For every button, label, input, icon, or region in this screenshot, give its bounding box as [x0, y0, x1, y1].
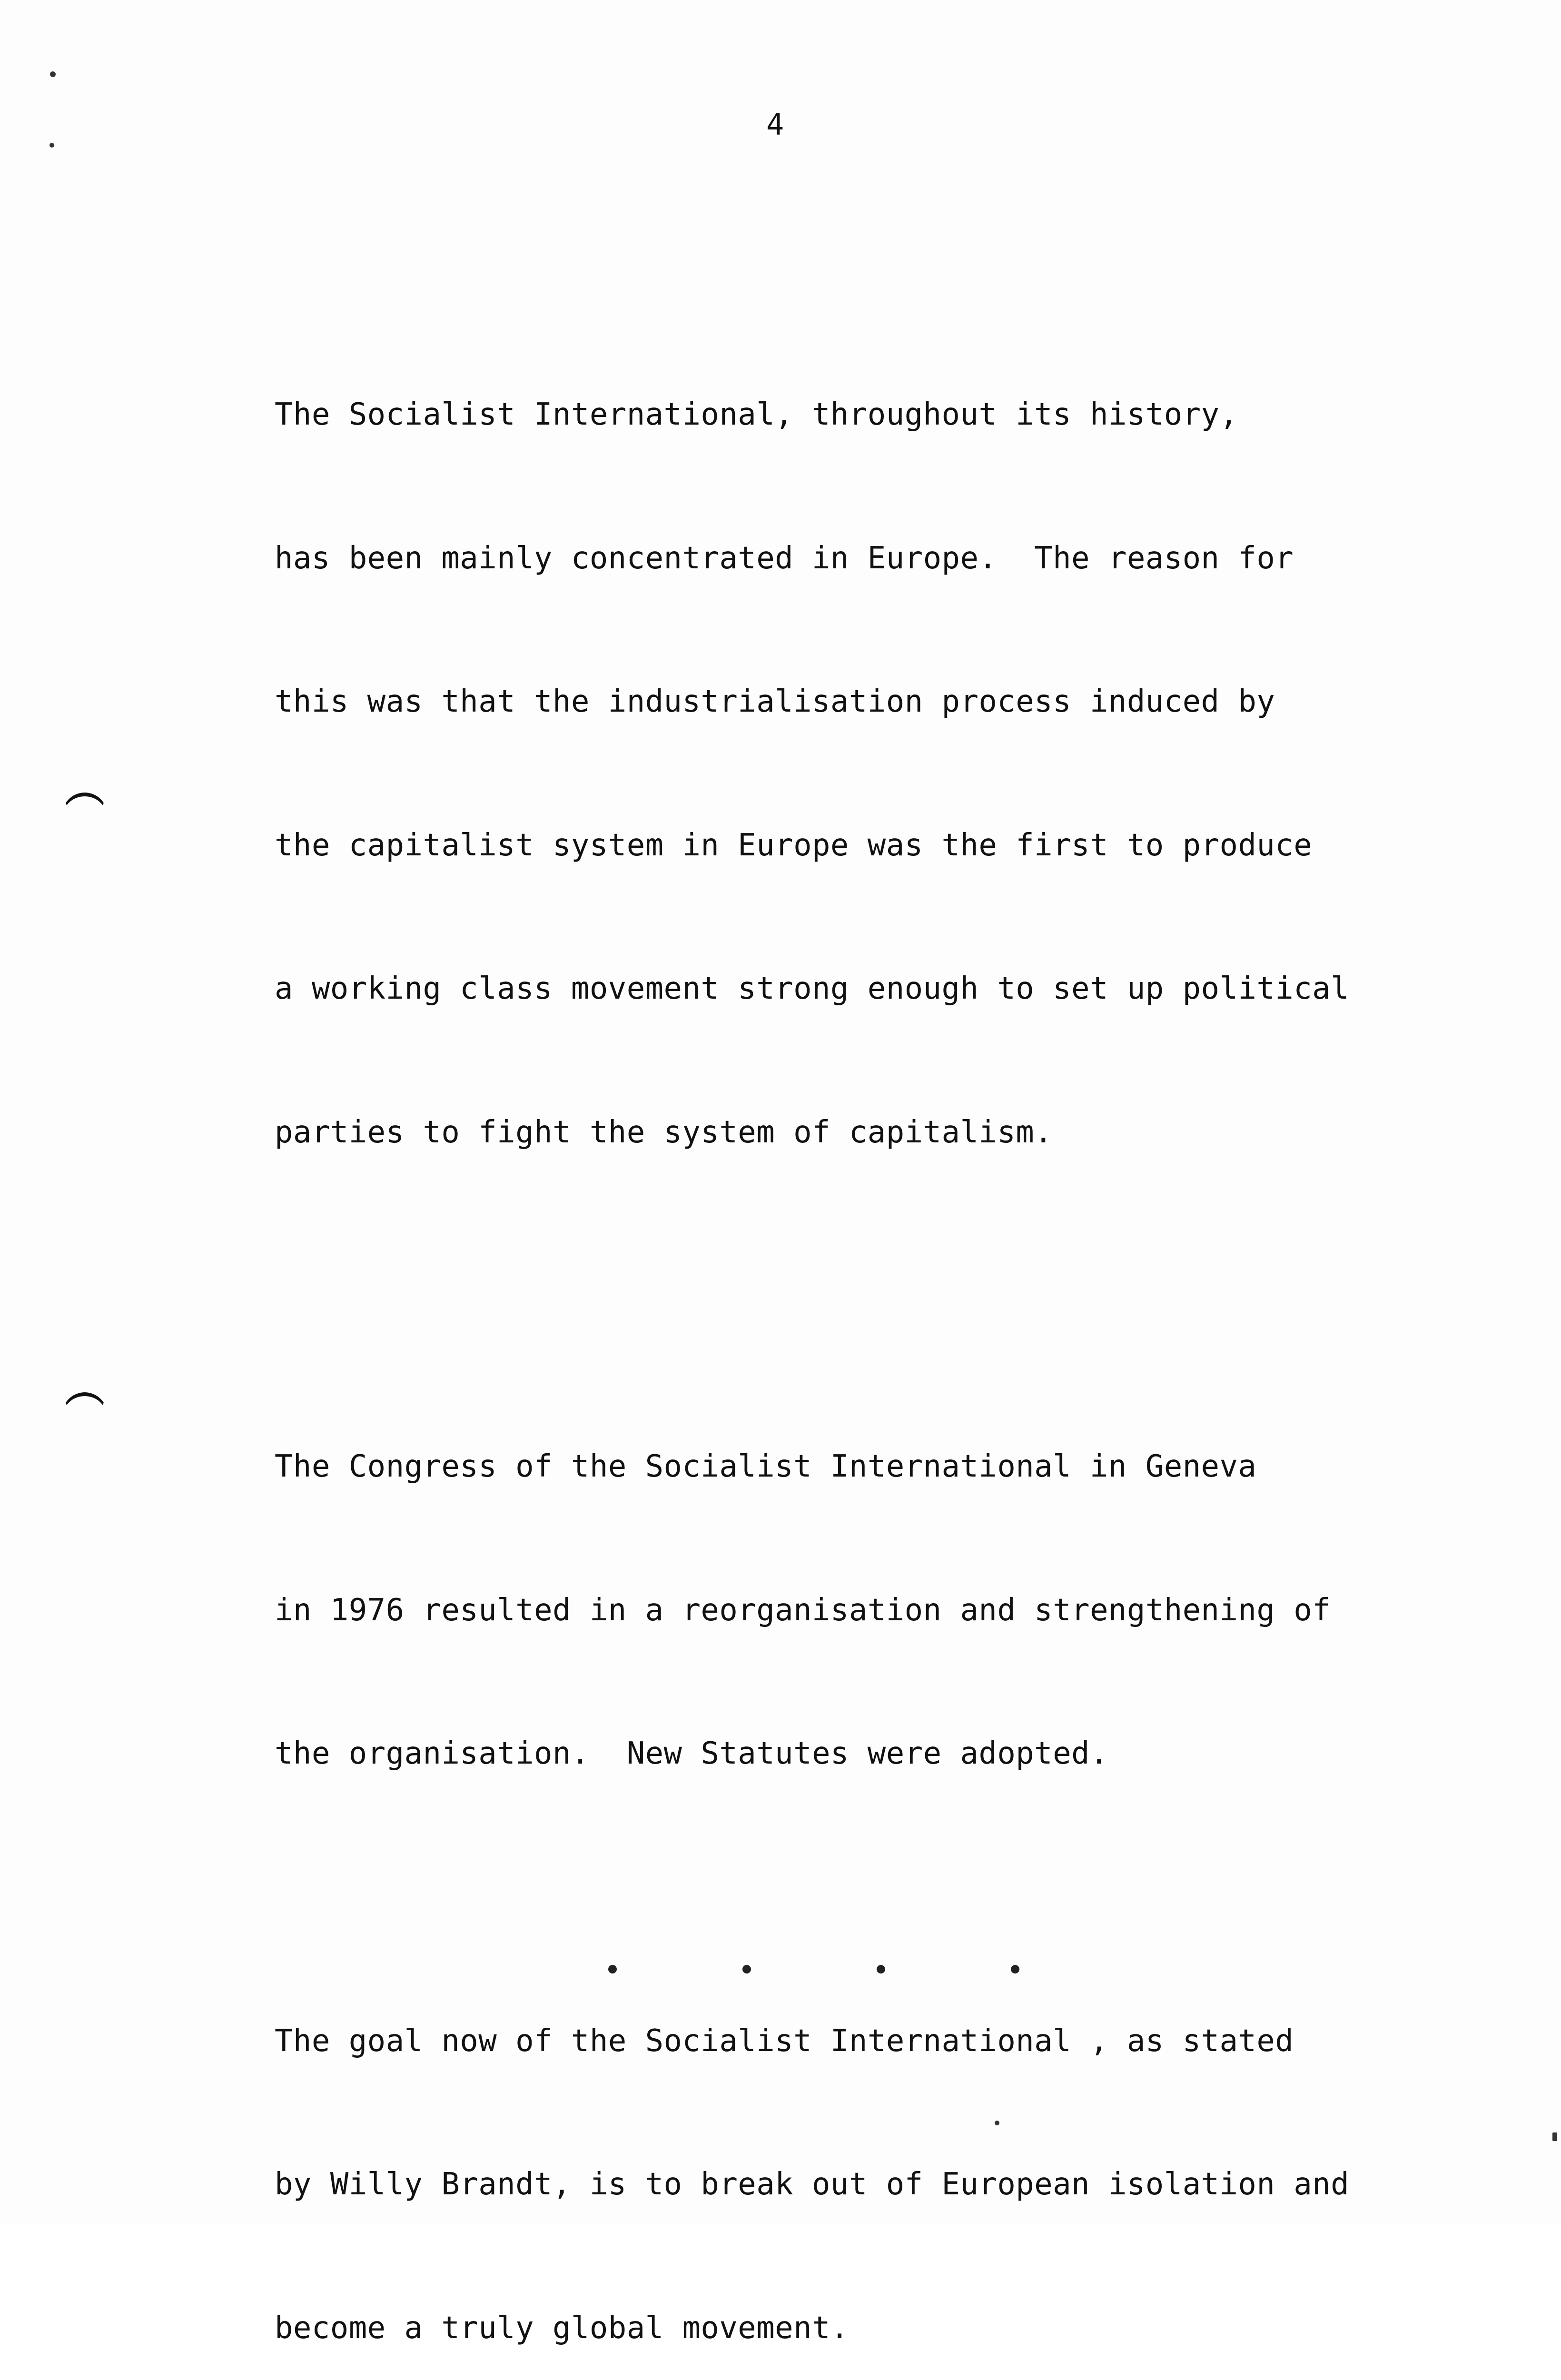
ornament-dot: [608, 1965, 617, 1973]
paragraph-spacer: [275, 1252, 1493, 1347]
text-line: the capitalist system in Europe was the first to produce: [275, 822, 1493, 870]
scan-speck: [1552, 2132, 1557, 2141]
text-line: parties to fight the system of capitalism.: [275, 1109, 1493, 1157]
paragraph-2: [275, 1347, 1493, 1874]
text-line: this was that the industrialisation process induced by: [275, 678, 1493, 726]
text-line: by Willy Brandt, is to break out of European isolation and: [275, 2161, 1493, 2209]
text-line: The Socialist International, throughout its history,: [275, 391, 1493, 439]
section-end-dots: [0, 1965, 1561, 1984]
ornament-dot: [877, 1965, 885, 1973]
punch-hole-mark-top: [62, 793, 108, 839]
paragraph-1: [275, 295, 1493, 1252]
text-line: in 1976 resulted in a reorganisation and strengthening of: [275, 1587, 1493, 1635]
page-number: 4: [766, 106, 784, 144]
body-text: [275, 295, 1493, 2380]
paragraph-3: [275, 1922, 1493, 2380]
ornament-dot: [1011, 1965, 1019, 1973]
paragraph-spacer: [275, 1874, 1493, 1922]
scan-speck: [49, 143, 54, 148]
text-line: The goal now of the Socialist International , as stated: [275, 2017, 1493, 2065]
text-line: the organisation. New Statutes were adopted.: [275, 1730, 1493, 1778]
text-line: become a truly global movement.: [275, 2304, 1493, 2352]
ornament-dot: [742, 1965, 751, 1973]
text-line: The Congress of the Socialist International in Geneva: [275, 1443, 1493, 1491]
punch-hole-mark-bottom: [62, 1392, 108, 1439]
text-line: has been mainly concentrated in Europe. The reason for: [275, 535, 1493, 583]
text-line: a working class movement strong enough to set up political: [275, 965, 1493, 1013]
scan-speck: [50, 71, 56, 77]
